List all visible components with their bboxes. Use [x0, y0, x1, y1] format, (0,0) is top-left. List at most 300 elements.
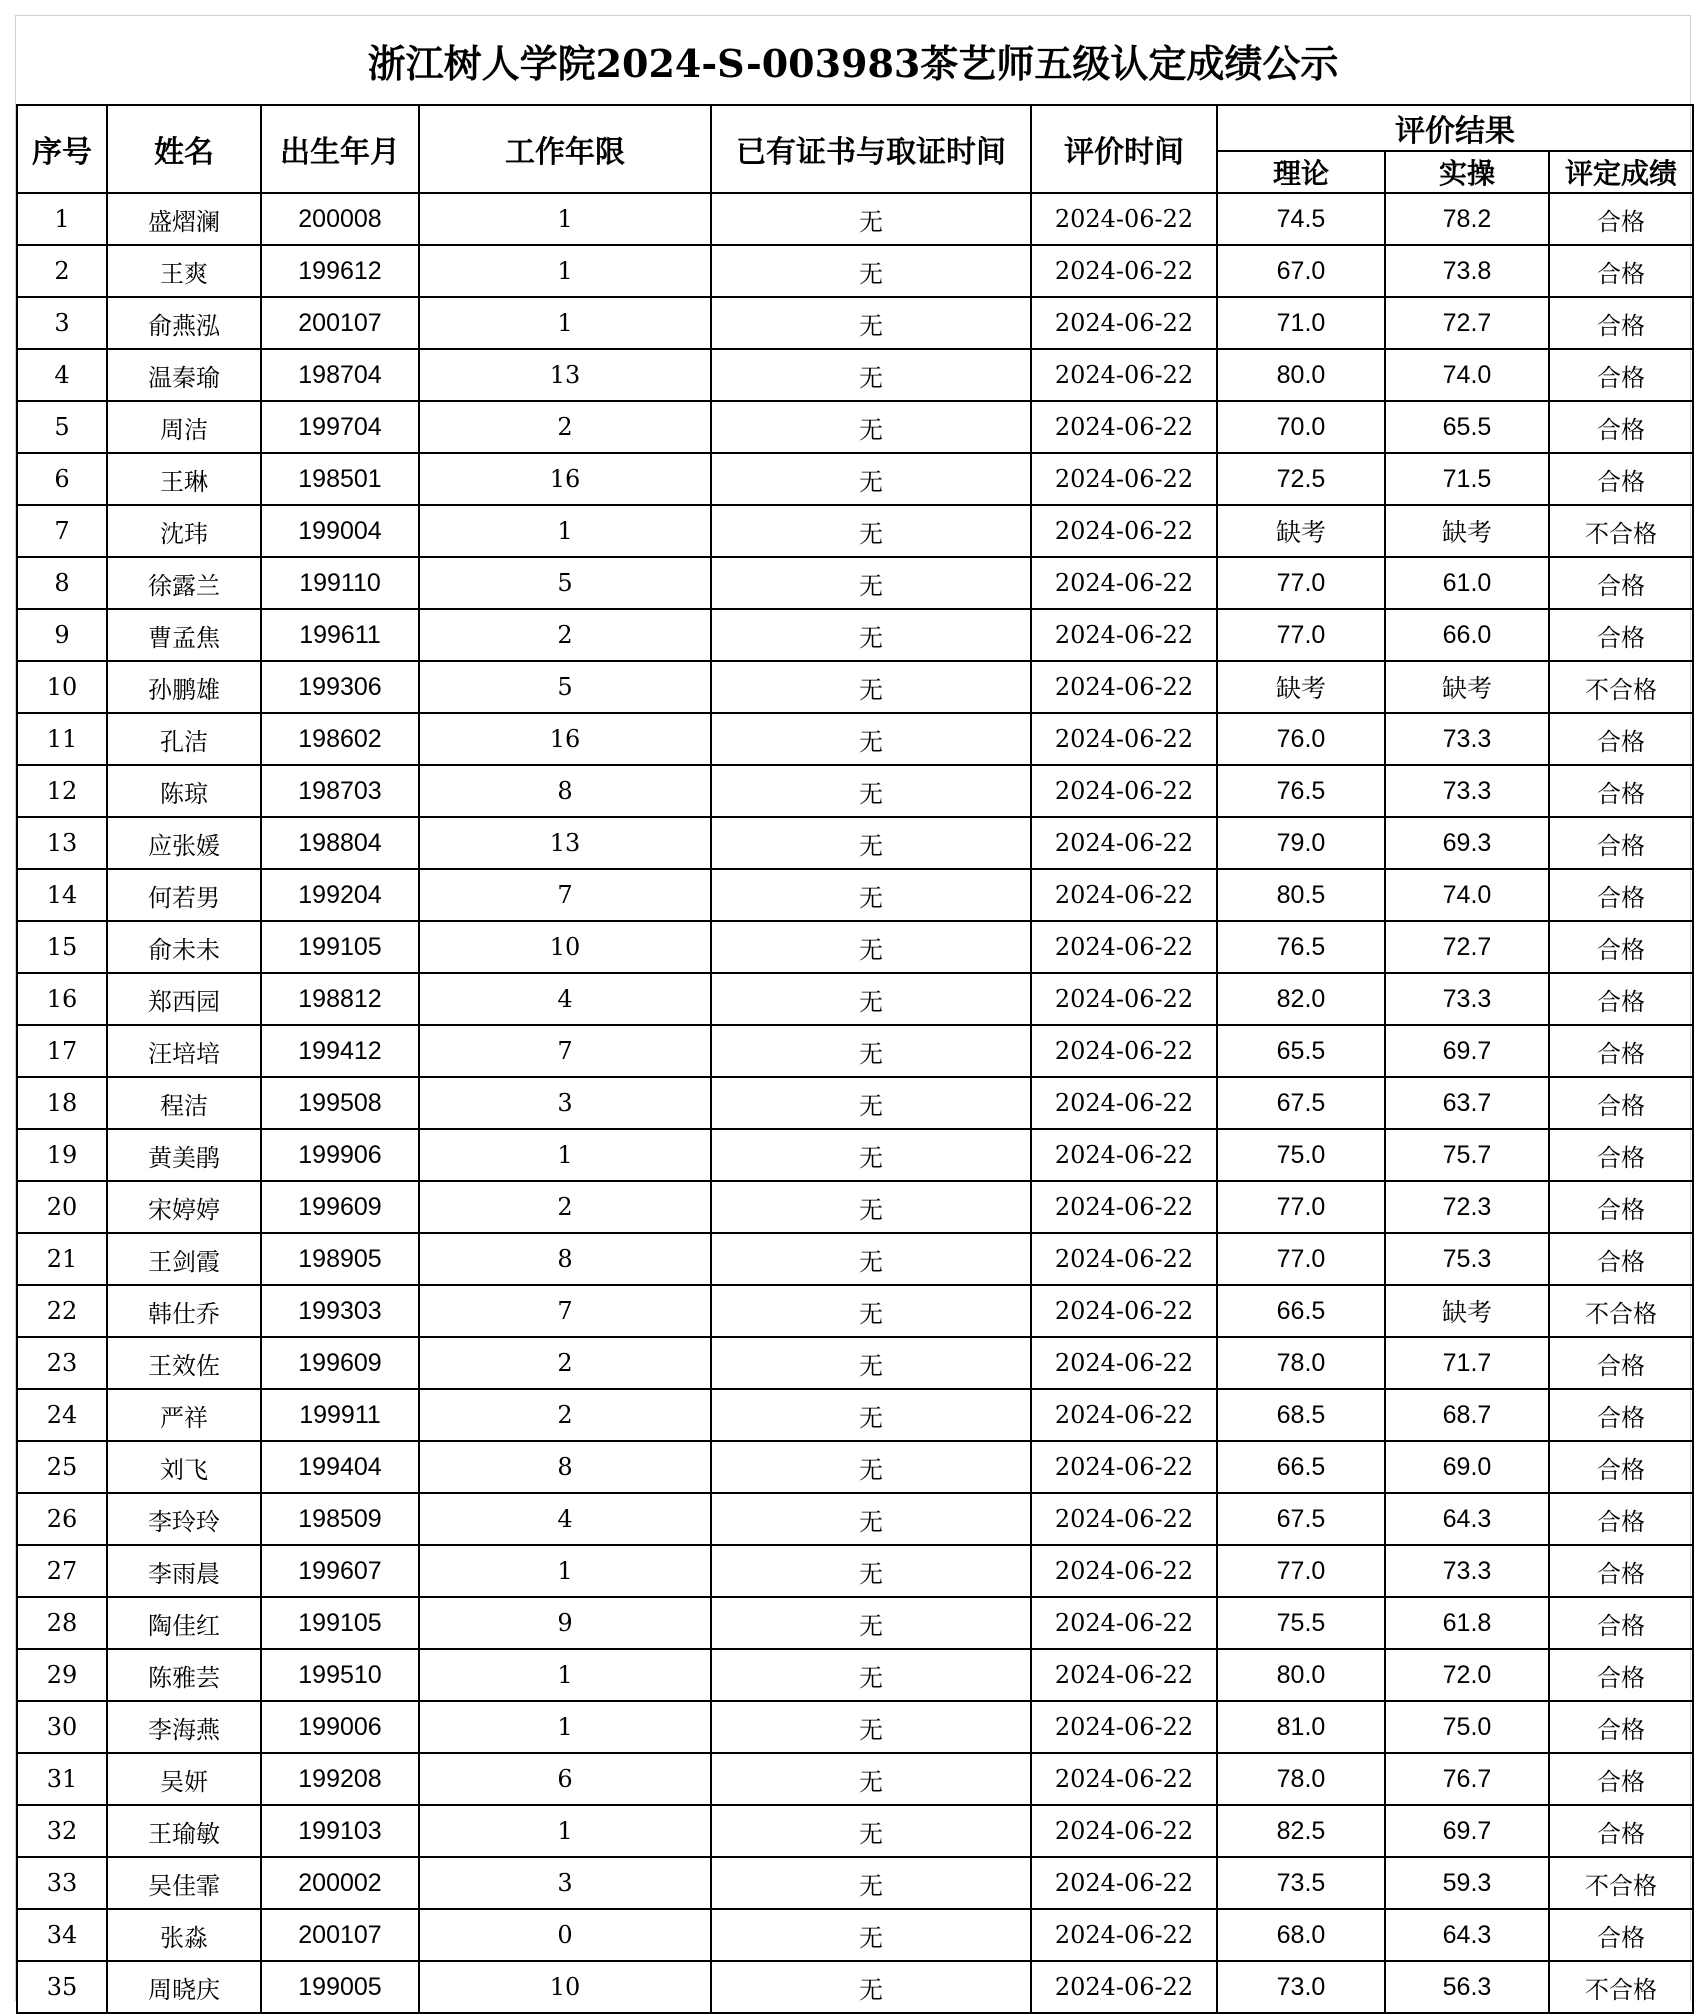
cell-grade: 合格	[1549, 453, 1693, 505]
cell-practice: 73.3	[1385, 1545, 1549, 1597]
cell-years: 5	[419, 661, 711, 713]
cell-years: 8	[419, 765, 711, 817]
cell-years: 3	[419, 1857, 711, 1909]
cell-theory: 74.5	[1217, 193, 1385, 245]
cell-name: 俞燕泓	[107, 297, 261, 349]
cell-birth: 200002	[261, 1857, 419, 1909]
cell-birth: 199612	[261, 245, 419, 297]
cell-eval-date: 2024-06-22	[1031, 713, 1217, 765]
cell-cert: 无	[711, 245, 1031, 297]
cell-cert: 无	[711, 557, 1031, 609]
cell-birth: 199704	[261, 401, 419, 453]
cell-cert: 无	[711, 1493, 1031, 1545]
table-row	[17, 765, 1693, 817]
cell-cert: 无	[711, 921, 1031, 973]
cell-theory: 73.5	[1217, 1857, 1385, 1909]
cell-birth: 199609	[261, 1181, 419, 1233]
cell-practice: 75.7	[1385, 1129, 1549, 1181]
cell-grade: 不合格	[1549, 505, 1693, 557]
cell-birth: 200107	[261, 297, 419, 349]
table-row	[17, 557, 1693, 609]
cell-eval-date: 2024-06-22	[1031, 193, 1217, 245]
cell-name: 徐露兰	[107, 557, 261, 609]
cell-theory: 76.5	[1217, 921, 1385, 973]
cell-name: 王瑜敏	[107, 1805, 261, 1857]
cell-theory: 67.5	[1217, 1077, 1385, 1129]
table-row	[17, 921, 1693, 973]
table-row	[17, 1493, 1693, 1545]
cell-seq: 2	[17, 245, 107, 297]
table-row	[17, 1961, 1693, 2013]
table-row	[17, 245, 1693, 297]
cell-practice: 63.7	[1385, 1077, 1549, 1129]
cell-practice: 73.8	[1385, 245, 1549, 297]
cell-grade: 合格	[1549, 245, 1693, 297]
cell-eval-date: 2024-06-22	[1031, 349, 1217, 401]
cell-practice: 73.3	[1385, 973, 1549, 1025]
cell-eval-date: 2024-06-22	[1031, 869, 1217, 921]
cell-eval-date: 2024-06-22	[1031, 245, 1217, 297]
table-row	[17, 1077, 1693, 1129]
cell-eval-date: 2024-06-22	[1031, 661, 1217, 713]
cell-cert: 无	[711, 1805, 1031, 1857]
cell-name: 陈雅芸	[107, 1649, 261, 1701]
cell-birth: 198704	[261, 349, 419, 401]
cell-eval-date: 2024-06-22	[1031, 1025, 1217, 1077]
cell-practice: 75.0	[1385, 1701, 1549, 1753]
cell-seq: 21	[17, 1233, 107, 1285]
cell-cert: 无	[711, 609, 1031, 661]
cell-eval-date: 2024-06-22	[1031, 1649, 1217, 1701]
cell-birth: 198812	[261, 973, 419, 1025]
cell-birth: 199110	[261, 557, 419, 609]
table-row	[17, 1857, 1693, 1909]
cell-cert: 无	[711, 1857, 1031, 1909]
cell-birth: 199412	[261, 1025, 419, 1077]
cell-seq: 15	[17, 921, 107, 973]
cell-practice: 72.0	[1385, 1649, 1549, 1701]
cell-seq: 14	[17, 869, 107, 921]
cell-seq: 1	[17, 193, 107, 245]
cell-years: 1	[419, 1129, 711, 1181]
cell-theory: 缺考	[1217, 661, 1385, 713]
cell-grade: 不合格	[1549, 1961, 1693, 2013]
cell-grade: 合格	[1549, 297, 1693, 349]
cell-practice: 73.3	[1385, 765, 1549, 817]
cell-years: 1	[419, 1701, 711, 1753]
cell-grade: 合格	[1549, 1545, 1693, 1597]
cell-years: 16	[419, 713, 711, 765]
cell-practice: 61.8	[1385, 1597, 1549, 1649]
cell-eval-date: 2024-06-22	[1031, 1285, 1217, 1337]
cell-eval-date: 2024-06-22	[1031, 609, 1217, 661]
cell-practice: 64.3	[1385, 1909, 1549, 1961]
cell-grade: 合格	[1549, 1233, 1693, 1285]
cell-theory: 82.5	[1217, 1805, 1385, 1857]
cell-theory: 77.0	[1217, 1545, 1385, 1597]
table-row	[17, 1753, 1693, 1805]
cell-name: 陶佳红	[107, 1597, 261, 1649]
cell-cert: 无	[711, 401, 1031, 453]
cell-eval-date: 2024-06-22	[1031, 1909, 1217, 1961]
cell-grade: 合格	[1549, 973, 1693, 1025]
cell-name: 曹孟焦	[107, 609, 261, 661]
cell-name: 王效佐	[107, 1337, 261, 1389]
cell-practice: 72.7	[1385, 297, 1549, 349]
cell-theory: 78.0	[1217, 1337, 1385, 1389]
score-table	[16, 104, 1694, 2014]
table-row	[17, 1805, 1693, 1857]
cell-theory: 68.0	[1217, 1909, 1385, 1961]
cell-seq: 5	[17, 401, 107, 453]
cell-seq: 33	[17, 1857, 107, 1909]
cell-cert: 无	[711, 1441, 1031, 1493]
cell-seq: 29	[17, 1649, 107, 1701]
cell-years: 1	[419, 193, 711, 245]
cell-cert: 无	[711, 973, 1031, 1025]
cell-eval-date: 2024-06-22	[1031, 1441, 1217, 1493]
cell-grade: 合格	[1549, 557, 1693, 609]
table-row	[17, 661, 1693, 713]
cell-practice: 74.0	[1385, 869, 1549, 921]
cell-eval-date: 2024-06-22	[1031, 1805, 1217, 1857]
table-row	[17, 713, 1693, 765]
cell-eval-date: 2024-06-22	[1031, 1077, 1217, 1129]
cell-seq: 3	[17, 297, 107, 349]
cell-birth: 198804	[261, 817, 419, 869]
table-row	[17, 1701, 1693, 1753]
cell-seq: 25	[17, 1441, 107, 1493]
cell-grade: 合格	[1549, 1129, 1693, 1181]
cell-practice: 73.3	[1385, 713, 1549, 765]
cell-years: 10	[419, 921, 711, 973]
cell-theory: 75.0	[1217, 1129, 1385, 1181]
cell-cert: 无	[711, 1649, 1031, 1701]
cell-years: 13	[419, 349, 711, 401]
cell-name: 应张媛	[107, 817, 261, 869]
cell-name: 李玲玲	[107, 1493, 261, 1545]
cell-theory: 76.5	[1217, 765, 1385, 817]
cell-name: 郑西园	[107, 973, 261, 1025]
cell-theory: 75.5	[1217, 1597, 1385, 1649]
cell-theory: 71.0	[1217, 297, 1385, 349]
cell-birth: 198501	[261, 453, 419, 505]
cell-years: 2	[419, 1181, 711, 1233]
cell-seq: 20	[17, 1181, 107, 1233]
cell-eval-date: 2024-06-22	[1031, 1961, 1217, 2013]
cell-seq: 31	[17, 1753, 107, 1805]
cell-eval-date: 2024-06-22	[1031, 1701, 1217, 1753]
cell-practice: 69.7	[1385, 1025, 1549, 1077]
cell-name: 盛熠澜	[107, 193, 261, 245]
cell-seq: 24	[17, 1389, 107, 1441]
cell-theory: 80.5	[1217, 869, 1385, 921]
cell-cert: 无	[711, 1337, 1031, 1389]
cell-cert: 无	[711, 1025, 1031, 1077]
cell-cert: 无	[711, 1077, 1031, 1129]
cell-practice: 56.3	[1385, 1961, 1549, 2013]
cell-theory: 70.0	[1217, 401, 1385, 453]
table-row	[17, 973, 1693, 1025]
cell-grade: 合格	[1549, 869, 1693, 921]
table-row	[17, 1545, 1693, 1597]
cell-name: 严祥	[107, 1389, 261, 1441]
cell-theory: 67.0	[1217, 245, 1385, 297]
table-row	[17, 817, 1693, 869]
table-row	[17, 609, 1693, 661]
cell-practice: 缺考	[1385, 661, 1549, 713]
cell-name: 温秦瑜	[107, 349, 261, 401]
cell-grade: 不合格	[1549, 1285, 1693, 1337]
header-years: 工作年限	[419, 105, 711, 193]
cell-grade: 合格	[1549, 1805, 1693, 1857]
cell-birth: 199204	[261, 869, 419, 921]
table-row	[17, 297, 1693, 349]
cell-theory: 77.0	[1217, 609, 1385, 661]
cell-cert: 无	[711, 1961, 1031, 2013]
table-row	[17, 1129, 1693, 1181]
header-cert: 已有证书与取证时间	[711, 105, 1031, 193]
cell-birth: 199103	[261, 1805, 419, 1857]
cell-grade: 合格	[1549, 1909, 1693, 1961]
cell-name: 吴妍	[107, 1753, 261, 1805]
cell-name: 周洁	[107, 401, 261, 453]
cell-grade: 合格	[1549, 1077, 1693, 1129]
cell-name: 王琳	[107, 453, 261, 505]
cell-cert: 无	[711, 1129, 1031, 1181]
cell-years: 10	[419, 1961, 711, 2013]
cell-theory: 67.5	[1217, 1493, 1385, 1545]
cell-eval-date: 2024-06-22	[1031, 765, 1217, 817]
cell-seq: 11	[17, 713, 107, 765]
cell-eval-date: 2024-06-22	[1031, 557, 1217, 609]
cell-name: 王剑霞	[107, 1233, 261, 1285]
cell-theory: 66.5	[1217, 1441, 1385, 1493]
cell-theory: 68.5	[1217, 1389, 1385, 1441]
cell-years: 16	[419, 453, 711, 505]
cell-seq: 6	[17, 453, 107, 505]
cell-theory: 78.0	[1217, 1753, 1385, 1805]
cell-practice: 71.5	[1385, 453, 1549, 505]
table-row	[17, 1285, 1693, 1337]
cell-seq: 9	[17, 609, 107, 661]
cell-practice: 69.0	[1385, 1441, 1549, 1493]
cell-birth: 199105	[261, 1597, 419, 1649]
cell-seq: 26	[17, 1493, 107, 1545]
cell-eval-date: 2024-06-22	[1031, 921, 1217, 973]
cell-birth: 199508	[261, 1077, 419, 1129]
header-theory: 理论	[1217, 151, 1385, 193]
cell-eval-date: 2024-06-22	[1031, 1545, 1217, 1597]
cell-seq: 4	[17, 349, 107, 401]
cell-cert: 无	[711, 1545, 1031, 1597]
cell-years: 1	[419, 1805, 711, 1857]
table-row	[17, 1233, 1693, 1285]
cell-seq: 17	[17, 1025, 107, 1077]
cell-practice: 74.0	[1385, 349, 1549, 401]
cell-name: 汪培培	[107, 1025, 261, 1077]
cell-cert: 无	[711, 817, 1031, 869]
cell-birth: 199510	[261, 1649, 419, 1701]
cell-theory: 77.0	[1217, 557, 1385, 609]
cell-name: 程洁	[107, 1077, 261, 1129]
cell-birth: 199404	[261, 1441, 419, 1493]
cell-cert: 无	[711, 1753, 1031, 1805]
cell-seq: 10	[17, 661, 107, 713]
cell-years: 1	[419, 505, 711, 557]
cell-practice: 68.7	[1385, 1389, 1549, 1441]
cell-eval-date: 2024-06-22	[1031, 1857, 1217, 1909]
cell-name: 张淼	[107, 1909, 261, 1961]
cell-grade: 合格	[1549, 1753, 1693, 1805]
cell-name: 周晓庆	[107, 1961, 261, 2013]
cell-name: 沈玮	[107, 505, 261, 557]
cell-theory: 80.0	[1217, 349, 1385, 401]
cell-seq: 7	[17, 505, 107, 557]
cell-years: 7	[419, 869, 711, 921]
cell-birth: 199911	[261, 1389, 419, 1441]
cell-theory: 66.5	[1217, 1285, 1385, 1337]
cell-years: 4	[419, 1493, 711, 1545]
cell-cert: 无	[711, 1285, 1031, 1337]
cell-eval-date: 2024-06-22	[1031, 973, 1217, 1025]
cell-years: 2	[419, 609, 711, 661]
score-sheet	[15, 15, 1691, 2004]
cell-cert: 无	[711, 453, 1031, 505]
cell-birth: 199303	[261, 1285, 419, 1337]
cell-practice: 缺考	[1385, 1285, 1549, 1337]
table-row	[17, 1337, 1693, 1389]
cell-grade: 合格	[1549, 1181, 1693, 1233]
cell-eval-date: 2024-06-22	[1031, 1753, 1217, 1805]
cell-seq: 34	[17, 1909, 107, 1961]
page-title: 浙江树人学院2024-S-003983茶艺师五级认定成绩公示	[367, 40, 1339, 86]
cell-practice: 66.0	[1385, 609, 1549, 661]
cell-practice: 65.5	[1385, 401, 1549, 453]
cell-eval-date: 2024-06-22	[1031, 1493, 1217, 1545]
cell-years: 6	[419, 1753, 711, 1805]
table-row	[17, 1025, 1693, 1077]
header-name: 姓名	[107, 105, 261, 193]
cell-seq: 8	[17, 557, 107, 609]
cell-theory: 72.5	[1217, 453, 1385, 505]
cell-name: 刘飞	[107, 1441, 261, 1493]
table-row	[17, 1909, 1693, 1961]
cell-eval-date: 2024-06-22	[1031, 401, 1217, 453]
cell-cert: 无	[711, 1909, 1031, 1961]
cell-eval-date: 2024-06-22	[1031, 1389, 1217, 1441]
table-row	[17, 1649, 1693, 1701]
cell-seq: 28	[17, 1597, 107, 1649]
cell-name: 黄美鹃	[107, 1129, 261, 1181]
cell-years: 1	[419, 297, 711, 349]
cell-eval-date: 2024-06-22	[1031, 1337, 1217, 1389]
cell-birth: 198602	[261, 713, 419, 765]
cell-grade: 不合格	[1549, 661, 1693, 713]
cell-cert: 无	[711, 1181, 1031, 1233]
cell-birth: 198509	[261, 1493, 419, 1545]
cell-birth: 199906	[261, 1129, 419, 1181]
cell-years: 7	[419, 1025, 711, 1077]
cell-seq: 27	[17, 1545, 107, 1597]
cell-seq: 22	[17, 1285, 107, 1337]
cell-theory: 73.0	[1217, 1961, 1385, 2013]
cell-years: 7	[419, 1285, 711, 1337]
cell-name: 孔洁	[107, 713, 261, 765]
table-row	[17, 505, 1693, 557]
cell-name: 何若男	[107, 869, 261, 921]
cell-practice: 59.3	[1385, 1857, 1549, 1909]
cell-theory: 76.0	[1217, 713, 1385, 765]
cell-birth: 198905	[261, 1233, 419, 1285]
cell-name: 王爽	[107, 245, 261, 297]
cell-name: 李海燕	[107, 1701, 261, 1753]
cell-birth: 199306	[261, 661, 419, 713]
cell-years: 8	[419, 1441, 711, 1493]
cell-cert: 无	[711, 297, 1031, 349]
cell-seq: 19	[17, 1129, 107, 1181]
cell-theory: 82.0	[1217, 973, 1385, 1025]
header-eval-result: 评价结果	[1217, 105, 1693, 151]
cell-practice: 71.7	[1385, 1337, 1549, 1389]
cell-years: 4	[419, 973, 711, 1025]
cell-cert: 无	[711, 1233, 1031, 1285]
cell-theory: 缺考	[1217, 505, 1385, 557]
cell-eval-date: 2024-06-22	[1031, 297, 1217, 349]
cell-practice: 61.0	[1385, 557, 1549, 609]
cell-cert: 无	[711, 765, 1031, 817]
cell-years: 9	[419, 1597, 711, 1649]
cell-practice: 78.2	[1385, 193, 1549, 245]
table-body	[17, 193, 1693, 2013]
cell-birth: 198703	[261, 765, 419, 817]
header-eval-time: 评价时间	[1031, 105, 1217, 193]
cell-name: 宋婷婷	[107, 1181, 261, 1233]
cell-birth: 199004	[261, 505, 419, 557]
cell-eval-date: 2024-06-22	[1031, 453, 1217, 505]
cell-birth: 199105	[261, 921, 419, 973]
cell-grade: 合格	[1549, 921, 1693, 973]
header-practice: 实操	[1385, 151, 1549, 193]
cell-practice: 75.3	[1385, 1233, 1549, 1285]
cell-seq: 35	[17, 1961, 107, 2013]
cell-years: 1	[419, 1545, 711, 1597]
cell-theory: 77.0	[1217, 1181, 1385, 1233]
cell-theory: 77.0	[1217, 1233, 1385, 1285]
cell-practice: 69.7	[1385, 1805, 1549, 1857]
cell-cert: 无	[711, 193, 1031, 245]
cell-birth: 200107	[261, 1909, 419, 1961]
cell-years: 2	[419, 1337, 711, 1389]
cell-seq: 12	[17, 765, 107, 817]
cell-name: 俞未未	[107, 921, 261, 973]
table-row	[17, 1389, 1693, 1441]
cell-grade: 合格	[1549, 193, 1693, 245]
cell-cert: 无	[711, 661, 1031, 713]
table-row	[17, 193, 1693, 245]
header-birth: 出生年月	[261, 105, 419, 193]
cell-eval-date: 2024-06-22	[1031, 1233, 1217, 1285]
cell-birth: 199611	[261, 609, 419, 661]
cell-grade: 合格	[1549, 1597, 1693, 1649]
cell-cert: 无	[711, 713, 1031, 765]
cell-seq: 13	[17, 817, 107, 869]
cell-name: 陈琼	[107, 765, 261, 817]
cell-grade: 合格	[1549, 1493, 1693, 1545]
cell-grade: 合格	[1549, 1701, 1693, 1753]
cell-practice: 72.3	[1385, 1181, 1549, 1233]
cell-grade: 合格	[1549, 349, 1693, 401]
